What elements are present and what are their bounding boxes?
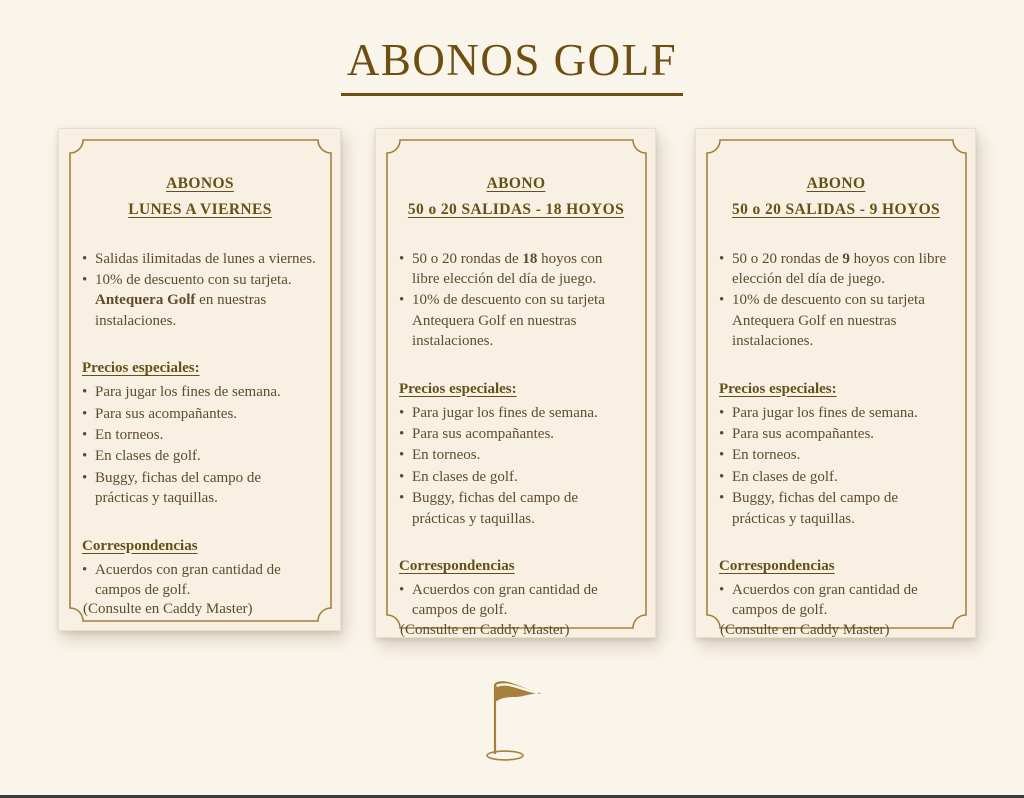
bullet-text	[95, 425, 318, 445]
abono-card-18-hoyos	[375, 128, 656, 638]
bullet-glyph: •	[82, 448, 88, 465]
golf-flag-icon	[478, 678, 560, 764]
bullet-text-segment: Acuerdos con gran cantidad de campos de golf.	[732, 581, 918, 619]
intro-bullet-list	[719, 249, 953, 352]
page-title: ABONOS GOLF	[341, 34, 683, 96]
precios-especiales-section	[399, 381, 633, 529]
bullet-text-segment: Buggy, fichas del campo de prácticas y taquillas.	[412, 490, 579, 527]
bullet-item	[82, 560, 318, 601]
precios-especiales-heading: Precios especiales:	[82, 360, 200, 377]
bullet-text	[95, 249, 318, 269]
bullet-glyph: •	[399, 426, 405, 443]
bullet-text-bold: 9	[842, 250, 850, 267]
bullet-glyph: •	[719, 581, 725, 598]
abono-card-9-hoyos	[695, 128, 976, 638]
bullet-item	[82, 382, 318, 402]
bullet-text-segment: Para sus acompañantes.	[412, 426, 555, 443]
card-content	[696, 129, 975, 637]
bullet-text	[732, 403, 953, 423]
bullet-text-segment: 50 o 20 rondas de	[732, 250, 843, 267]
bullet-item	[719, 290, 953, 351]
card-title-line	[82, 197, 318, 223]
bullet-item	[82, 249, 318, 269]
bullet-text	[95, 382, 318, 402]
bullet-text	[732, 249, 953, 290]
bullet-item	[399, 467, 633, 487]
card-title-text: 50 o 20 SALIDAS - 18 HOYOS	[407, 201, 625, 219]
bullet-text-segment: 10% de descuento con su tarjeta Antequera Golf en nuestras instalaciones.	[732, 292, 925, 350]
bullet-glyph: •	[82, 272, 88, 289]
bullet-item	[399, 580, 633, 621]
intro-bullet-list	[82, 249, 318, 332]
card-title	[399, 171, 633, 224]
bullet-text-segment: 10% de descuento con su tarjeta Antequera Golf en nuestras instalaciones.	[412, 292, 605, 350]
correspondencias-section	[719, 558, 953, 639]
bullet-glyph: •	[399, 468, 405, 485]
caddy-master-note: (Consulte en Caddy Master)	[83, 601, 253, 618]
card-title-line	[719, 171, 953, 197]
bullet-text	[412, 424, 633, 444]
bullet-text	[412, 290, 633, 351]
card-title-text: 50 o 20 SALIDAS - 9 HOYOS	[731, 201, 941, 219]
bullet-text	[732, 467, 953, 487]
bullet-text-segment: Salidas ilimitadas de lunes a viernes.	[95, 250, 316, 267]
bullet-text	[412, 249, 633, 290]
bullet-glyph: •	[399, 581, 405, 598]
precios-especiales-section	[719, 381, 953, 529]
bullet-text	[732, 290, 953, 351]
bullet-text-segment: Buggy, fichas del campo de prácticas y taquillas.	[732, 490, 899, 527]
bullet-item	[82, 425, 318, 445]
bullet-glyph: •	[82, 427, 88, 444]
bullet-glyph: •	[399, 404, 405, 421]
bullet-text-segment: Para sus acompañantes.	[732, 426, 875, 443]
bullet-glyph: •	[82, 250, 88, 267]
bullet-text	[95, 270, 318, 331]
bullet-item	[719, 249, 953, 290]
bullet-item	[399, 249, 633, 290]
bullet-text	[732, 424, 953, 444]
bullet-glyph: •	[399, 250, 405, 267]
bullet-text-segment: En torneos.	[412, 447, 481, 464]
correspondencias-bullet-list	[82, 560, 318, 601]
bullet-text	[732, 580, 953, 621]
card-title-line	[399, 171, 633, 197]
bullet-text	[412, 445, 633, 465]
card-title-line	[719, 197, 953, 223]
bullet-glyph: •	[719, 447, 725, 464]
bullet-glyph: •	[82, 469, 88, 486]
bullet-text-segment: Para jugar los fines de semana.	[732, 404, 918, 421]
bullet-item	[719, 580, 953, 621]
card-title-line	[82, 171, 318, 197]
intro-bullet-list	[399, 249, 633, 352]
bullet-text-segment: En clases de golf.	[95, 448, 201, 465]
correspondencias-section	[82, 538, 318, 619]
bullet-text	[732, 445, 953, 465]
precios-especiales-heading: Precios especiales:	[719, 380, 837, 397]
bullet-glyph: •	[82, 561, 88, 578]
card-title	[82, 171, 318, 224]
bullet-text	[412, 580, 633, 621]
card-title-text: ABONOS	[166, 175, 234, 192]
card-title-line	[399, 197, 633, 223]
card-title-text: ABONO	[806, 175, 866, 192]
bullet-text-bold: Antequera Golf	[95, 292, 196, 309]
bullet-glyph: •	[399, 447, 405, 464]
bullet-text-segment: En torneos.	[732, 447, 801, 464]
bullet-text	[412, 488, 633, 529]
bullet-item	[719, 467, 953, 487]
bullet-text-segment: En clases de golf.	[412, 468, 518, 485]
correspondencias-heading: Correspondencias	[399, 557, 515, 574]
precios-especiales-heading: Precios especiales:	[399, 380, 517, 397]
page-title-wrap	[0, 34, 1024, 96]
precios-especiales-section	[82, 360, 318, 508]
bullet-item	[399, 424, 633, 444]
bullet-glyph: •	[719, 468, 725, 485]
correspondencias-heading: Correspondencias	[719, 557, 835, 574]
bullet-text-segment: Para jugar los fines de semana.	[412, 404, 598, 421]
abono-card-lunes-a-viernes	[58, 128, 341, 631]
bullet-glyph: •	[719, 250, 725, 267]
bullet-item	[719, 488, 953, 529]
bullet-item	[82, 404, 318, 424]
bullet-text-segment: Buggy, fichas del campo de prácticas y taquillas.	[95, 469, 262, 507]
precios-bullet-list	[719, 403, 953, 529]
bullet-item	[399, 445, 633, 465]
bullet-text-segment: 50 o 20 rondas de	[412, 250, 523, 267]
bullet-item	[719, 403, 953, 423]
card-content	[59, 129, 340, 630]
card-title-text: ABONO	[486, 175, 546, 192]
bullet-text-segment: Acuerdos con gran cantidad de campos de golf.	[95, 561, 281, 598]
card-content	[376, 129, 655, 637]
precios-bullet-list	[399, 403, 633, 529]
bullet-text	[412, 403, 633, 423]
correspondencias-section	[399, 558, 633, 639]
bullet-text-segment: 10% de descuento con su tarjeta.	[95, 272, 292, 289]
bullet-glyph: •	[719, 490, 725, 507]
bullet-glyph: •	[82, 384, 88, 401]
caddy-master-note: (Consulte en Caddy Master)	[720, 621, 890, 638]
correspondencias-heading: Correspondencias	[82, 537, 198, 554]
card-title	[719, 171, 953, 224]
bullet-glyph: •	[82, 405, 88, 422]
bullet-glyph: •	[719, 404, 725, 421]
bullet-text-bold: 18	[522, 250, 538, 267]
bullet-text-segment: En clases de golf.	[732, 468, 838, 485]
bullet-glyph: •	[719, 426, 725, 443]
bullet-item	[719, 445, 953, 465]
bullet-text-segment: hoyos con libre elección del día de juego.	[412, 250, 603, 288]
bullet-item	[719, 424, 953, 444]
bullet-item	[399, 403, 633, 423]
bullet-item	[82, 468, 318, 509]
bullet-glyph: •	[399, 292, 405, 309]
bullet-item	[399, 290, 633, 351]
card-title-text: LUNES A VIERNES	[128, 201, 272, 219]
correspondencias-bullet-list	[719, 580, 953, 621]
bullet-text-segment: En torneos.	[95, 427, 164, 444]
bullet-text-segment: Para sus acompañantes.	[95, 405, 238, 422]
bullet-text-segment: Acuerdos con gran cantidad de campos de golf.	[412, 581, 598, 619]
correspondencias-bullet-list	[399, 580, 633, 621]
bullet-text	[95, 404, 318, 424]
precios-bullet-list	[82, 382, 318, 508]
bullet-text	[95, 468, 318, 509]
bullet-item	[399, 488, 633, 529]
bullet-text-segment: en nuestras instalaciones.	[95, 292, 267, 329]
caddy-master-note: (Consulte en Caddy Master)	[400, 621, 570, 638]
bullet-glyph: •	[399, 490, 405, 507]
bullet-text	[95, 560, 318, 601]
bullet-glyph: •	[719, 292, 725, 309]
bullet-item	[82, 446, 318, 466]
bullet-text	[95, 446, 318, 466]
bullet-text-segment: Para jugar los fines de semana.	[95, 384, 281, 401]
bullet-text	[732, 488, 953, 529]
bullet-text	[412, 467, 633, 487]
bullet-item	[82, 270, 318, 331]
bullet-text-segment: hoyos con libre elección del día de juego.	[732, 250, 947, 288]
